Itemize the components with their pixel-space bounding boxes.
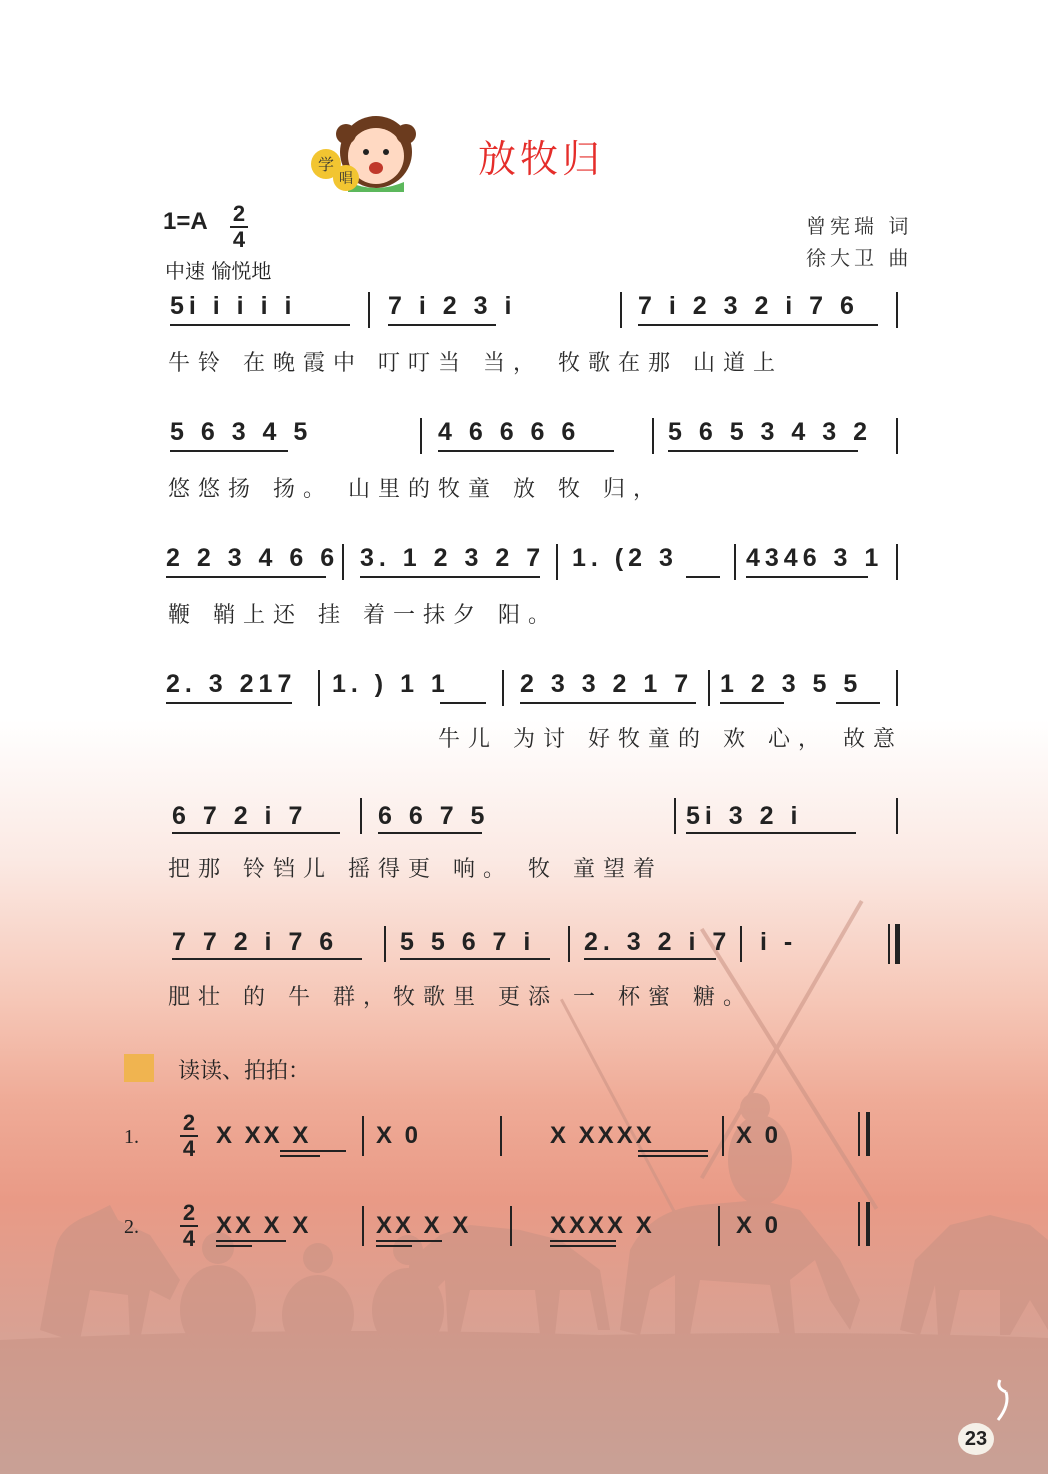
composer-credit: 徐大卫 曲 bbox=[806, 246, 913, 270]
page-number: 23 bbox=[958, 1423, 994, 1455]
rhythm-row-1-measure-3: X XXXX bbox=[550, 1122, 655, 1149]
notes-line-3-measure-1: 2 2 3 4 6 6 bbox=[166, 544, 340, 572]
notes-line-4-measure-4: 1 2 3 5 5 bbox=[720, 670, 863, 698]
time-top: 2 bbox=[232, 201, 246, 226]
time-signature bbox=[230, 203, 248, 251]
learn-sing-badge bbox=[308, 112, 428, 192]
lyrics-line-2: 悠悠扬 扬。 山里的牧童 放 牧 归， bbox=[168, 477, 663, 502]
notes-line-5-measure-1: 6 7 2 i 7 bbox=[172, 802, 308, 830]
song-title: 放牧归 bbox=[478, 137, 605, 181]
notes-line-2-measure-2: 4 6 6 6 6 bbox=[438, 418, 581, 446]
notes-line-2-measure-1: 5 6 3 4 5 bbox=[170, 418, 313, 446]
notes-line-4-measure-3: 2 3 3 2 1 7 bbox=[520, 670, 694, 698]
tempo-marking: 中速 愉悦地 bbox=[165, 259, 272, 283]
notes-line-5-measure-3: 5i 3 2 i bbox=[686, 802, 803, 830]
notes-line-5-measure-2: 6 6 7 5 bbox=[378, 802, 490, 830]
notes-line-2-measure-3: 5 6 5 3 4 3 2 bbox=[668, 418, 873, 446]
rhythm-row-1-measure-2: X 0 bbox=[376, 1122, 422, 1149]
notes-line-3-measure-4: 4346 3 1 bbox=[746, 544, 884, 572]
rhythm-row-2-time-bottom: 4 bbox=[182, 1226, 196, 1251]
rhythm-row-2-number: 2. bbox=[124, 1216, 139, 1238]
badge-char-1: 学 bbox=[317, 155, 335, 174]
rhythm-row-1-number: 1. bbox=[124, 1126, 139, 1148]
rhythm-row-2-measure-2: XX X X bbox=[376, 1212, 472, 1239]
section-marker bbox=[124, 1054, 154, 1082]
rhythm-row-1-time-bottom: 4 bbox=[182, 1136, 196, 1161]
rhythm-row-2-measure-1: XX X X bbox=[216, 1212, 312, 1239]
notes-line-1-measure-2: 7 i 2 3 i bbox=[388, 292, 517, 320]
lyricist-credit: 曾宪瑞 词 bbox=[806, 214, 913, 238]
rhythm-row-2-measure-4: X 0 bbox=[736, 1212, 782, 1239]
exercise-heading: 读读、拍拍： bbox=[178, 1059, 311, 1084]
notes-line-6-measure-2: 5 5 6 7 i bbox=[400, 928, 536, 956]
rhythm-row-2-time bbox=[180, 1202, 198, 1250]
time-bottom: 4 bbox=[232, 227, 246, 252]
notes-line-6-measure-4: i - bbox=[760, 928, 798, 956]
lyrics-line-5: 把那 铃铛儿 摇得更 响。 牧 童望着 bbox=[168, 857, 663, 882]
lyrics-line-4: 牛儿 为讨 好牧童的 欢 心， 故意 bbox=[438, 727, 903, 752]
lyrics-line-1: 牛铃 在晚霞中 叮叮当 当， 牧歌在那 山道上 bbox=[168, 351, 783, 376]
notes-line-4-measure-2: 1. ) 1 1 bbox=[332, 670, 450, 698]
badge-char-2: 唱 bbox=[339, 171, 353, 187]
rhythm-row-2-time-top: 2 bbox=[182, 1200, 196, 1225]
key-signature: 1=A bbox=[163, 208, 208, 235]
notes-line-1-measure-1: 5i i i i i bbox=[170, 292, 297, 320]
lyrics-line-6: 肥壮 的 牛 群，牧歌里 更添 一 杯蜜 糖。 bbox=[168, 985, 753, 1010]
rhythm-row-2-measure-3: XXXX X bbox=[550, 1212, 655, 1239]
notes-line-1-measure-3: 7 i 2 3 2 i 7 6 bbox=[638, 292, 859, 320]
notes-line-3-measure-3: 1. (2 3 bbox=[572, 544, 678, 572]
notes-line-6-measure-1: 7 7 2 i 7 6 bbox=[172, 928, 339, 956]
rhythm-row-1-measure-4: X 0 bbox=[736, 1122, 782, 1149]
rhythm-row-1-time bbox=[180, 1112, 198, 1160]
notes-line-6-measure-3: 2. 3 2 i 7 bbox=[584, 928, 732, 956]
rhythm-row-1-measure-1: X XX X bbox=[216, 1122, 312, 1149]
notes-line-4-measure-1: 2. 3 217 bbox=[166, 670, 297, 698]
rhythm-row-1-time-top: 2 bbox=[182, 1110, 196, 1135]
lyrics-line-3: 鞭 鞘上还 挂 着一抹夕 阳。 bbox=[168, 603, 558, 628]
notes-line-3-measure-2: 3. 1 2 3 2 7 bbox=[360, 544, 546, 572]
